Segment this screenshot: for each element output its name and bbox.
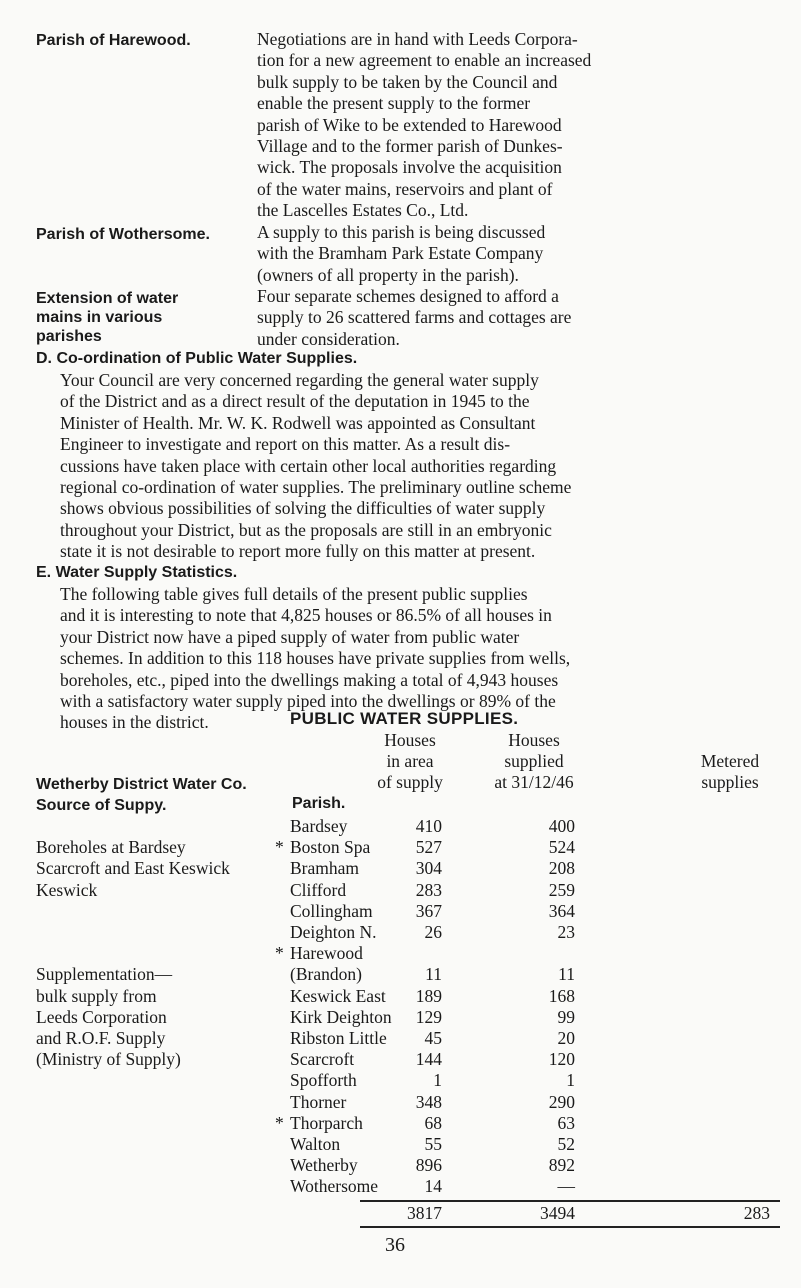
total-area: 3817: [407, 1203, 442, 1223]
total-metered: 283: [743, 1203, 770, 1223]
row-houses-supplied: 524: [548, 837, 575, 858]
table-parish-heading: Parish.: [292, 795, 346, 812]
table-row: [0, 964, 801, 985]
table-row: [0, 837, 801, 858]
table-row: [0, 901, 801, 922]
row-houses-supplied: 892: [548, 1155, 575, 1176]
row-parish: Clifford: [290, 879, 347, 900]
text-line: of the water mains, reservoirs and plant of: [257, 178, 553, 199]
row-houses-supplied: 168: [548, 985, 575, 1006]
table-row: [0, 880, 801, 901]
source-line: Boreholes at Bardsey: [36, 837, 186, 858]
row-parish: Boston Spa: [290, 837, 371, 858]
text-line: regional co-ordination of water supplies. The preliminary outline scheme: [60, 477, 572, 498]
row-houses-supplied: 99: [557, 1006, 575, 1027]
row-houses-area: 1: [433, 1070, 442, 1091]
text-line: of the District and as a direct result of the deputation in 1945 to the: [60, 391, 530, 412]
text-line: state it is not desirable to report more fully on this matter at present.: [60, 541, 536, 562]
total-supplied: 3494: [540, 1203, 575, 1223]
source-line: bulk supply from: [36, 985, 157, 1006]
side-heading-extension: [36, 289, 178, 346]
text-line: with a satisfactory water supply piped into the dwellings or 89% of the: [60, 691, 556, 712]
table-row: [0, 1049, 801, 1070]
text-line: A supply to this parish is being discussed: [257, 222, 546, 242]
text-line: Engineer to investigate and report on this matter. As a result dis-: [60, 434, 511, 455]
table-row: [0, 1092, 801, 1113]
text-line: tion for a new agreement to enable an increased: [257, 50, 592, 71]
total-rule: [360, 1200, 780, 1202]
col-header-metered: [680, 751, 780, 793]
table-source-heading: Source of Suppy.: [36, 797, 167, 814]
row-star: *: [275, 943, 284, 964]
row-houses-area: 527: [415, 837, 442, 858]
table-row: [0, 1134, 801, 1155]
paragraph-harewood: [257, 29, 769, 222]
row-parish: Thorparch: [290, 1112, 363, 1133]
text-line: (owners of all property in the parish).: [257, 264, 519, 285]
text-line: the Lascelles Estates Co., Ltd.: [257, 200, 469, 221]
text-line: Minister of Health. Mr. W. K. Rodwell was appointed as Consultant: [60, 412, 536, 433]
source-line: Leeds Corporation: [36, 1006, 167, 1027]
text-line: supply to 26 scattered farms and cottages are: [257, 307, 572, 328]
row-houses-area: 11: [425, 964, 442, 985]
text-line: Extension of water: [36, 290, 179, 307]
text-line: boreholes, etc., piped into the dwellings making a total of 4,943 houses: [60, 669, 559, 690]
paragraph-wothersome: [257, 222, 769, 286]
text-line: cussions have taken place with certain other local authorities regarding: [60, 455, 557, 476]
row-houses-supplied: 1: [566, 1070, 575, 1091]
row-houses-area: 129: [415, 1006, 442, 1027]
bottom-rule: [360, 1226, 780, 1228]
row-houses-area: 283: [415, 879, 442, 900]
text-line: supplied: [504, 751, 564, 772]
source-line: Supplementation—: [36, 964, 173, 985]
row-houses-area: 410: [415, 816, 442, 836]
row-parish: Thorner: [290, 1091, 347, 1112]
row-parish: Wetherby: [290, 1155, 358, 1176]
text-line: your District now have a piped supply of water from public water: [60, 626, 520, 647]
row-houses-supplied: 120: [548, 1049, 575, 1070]
row-star: *: [275, 1112, 284, 1133]
table-row: [0, 858, 801, 879]
side-heading-wothersome: Parish of Wothersome.: [36, 226, 210, 243]
row-parish: (Brandon): [290, 964, 362, 985]
table-row: [0, 1113, 801, 1134]
table-row: [0, 922, 801, 943]
row-houses-area: 144: [415, 1049, 442, 1070]
table-row: [0, 1176, 801, 1197]
row-houses-area: 348: [415, 1091, 442, 1112]
paragraph-coordination: [36, 370, 769, 563]
row-houses-supplied: 364: [548, 900, 575, 921]
row-houses-area: 304: [415, 858, 442, 879]
text-line: mains in various: [36, 309, 163, 326]
text-line: Houses: [384, 730, 436, 750]
table-row: [0, 1028, 801, 1049]
row-parish: Wothersome: [290, 1176, 379, 1197]
table-row: [0, 816, 801, 837]
side-heading-harewood: Parish of Harewood.: [36, 32, 191, 49]
text-line: houses in the district.: [60, 712, 209, 733]
row-houses-supplied: 400: [548, 816, 575, 836]
row-parish: Walton: [290, 1134, 341, 1154]
text-line: in area: [386, 751, 434, 772]
row-houses-area: 45: [424, 1028, 442, 1048]
table-row: [0, 986, 801, 1007]
row-houses-supplied: 52: [557, 1134, 575, 1154]
row-houses-area: 14: [424, 1176, 442, 1197]
row-houses-area: 896: [415, 1155, 442, 1176]
row-parish: Scarcroft: [290, 1049, 355, 1070]
row-parish: Kirk Deighton: [290, 1006, 392, 1027]
text-line: wick. The proposals involve the acquisition: [257, 157, 562, 178]
row-houses-supplied: 20: [557, 1028, 575, 1048]
row-houses-supplied: 11: [558, 964, 575, 985]
section-heading-statistics: E. Water Supply Statistics.: [36, 564, 238, 581]
row-parish: Spofforth: [290, 1070, 357, 1091]
text-line: bulk supply to be taken by the Council and: [257, 71, 558, 92]
table-row: [0, 1155, 801, 1176]
source-line: (Ministry of Supply): [36, 1049, 181, 1070]
col-header-houses-supplied: [478, 730, 590, 794]
text-line: supplies: [701, 772, 759, 793]
row-houses-area: 189: [415, 985, 442, 1006]
text-line: Four separate schemes designed to afford a: [257, 286, 559, 306]
row-parish: Bramham: [290, 858, 360, 879]
row-houses-area: 68: [424, 1112, 442, 1133]
source-line: Keswick: [36, 879, 98, 900]
text-line: and it is interesting to note that 4,825 houses or 86.5% of all houses in: [60, 605, 552, 626]
row-parish: Collingham: [290, 900, 373, 921]
row-houses-area: 26: [424, 922, 442, 942]
row-star: *: [275, 837, 284, 858]
text-line: shows obvious possibilities of solving the difficulties of water supply: [60, 498, 546, 519]
table-title: PUBLIC WATER SUPPLIES.: [290, 709, 519, 728]
text-line: at 31/12/46: [494, 772, 574, 793]
row-houses-supplied: 23: [557, 922, 575, 942]
row-houses-area: 55: [424, 1134, 442, 1154]
text-line: with the Bramham Park Estate Company: [257, 243, 544, 264]
source-line: and R.O.F. Supply: [36, 1028, 166, 1048]
text-line: Negotiations are in hand with Leeds Corpora-: [257, 29, 578, 49]
text-line: schemes. In addition to this 118 houses have private supplies from wells,: [60, 648, 571, 669]
table-company-heading: Wetherby District Water Co.: [36, 776, 247, 793]
text-line: parish of Wike to be extended to Harewood: [257, 114, 562, 135]
text-line: Your Council are very concerned regarding the general water supply: [60, 370, 539, 390]
row-houses-supplied: —: [557, 1176, 575, 1197]
table-row: [0, 1070, 801, 1091]
page-number: 36: [385, 1234, 405, 1256]
section-heading-coordination: D. Co-ordination of Public Water Supplies.: [36, 350, 358, 367]
row-parish: Harewood: [290, 943, 363, 964]
row-parish: Ribston Little: [290, 1028, 387, 1048]
row-houses-supplied: 259: [548, 879, 575, 900]
row-parish: Bardsey: [290, 816, 348, 836]
row-houses-supplied: 208: [548, 858, 575, 879]
text-line: enable the present supply to the former: [257, 93, 531, 114]
text-line: of supply: [377, 772, 443, 793]
source-line: Scarcroft and East Keswick: [36, 858, 230, 879]
text-line: Village and to the former parish of Dunkes-: [257, 136, 563, 157]
table-row: [0, 1007, 801, 1028]
paragraph-extension: [257, 286, 769, 350]
text-line: throughout your District, but as the proposals are still in an embryonic: [60, 519, 552, 540]
row-houses-supplied: 63: [557, 1112, 575, 1133]
text-line: parishes: [36, 328, 102, 345]
text-line: The following table gives full details of the present public supplies: [60, 584, 528, 604]
row-parish: Deighton N.: [290, 922, 377, 942]
text-line: Metered: [700, 751, 760, 771]
col-header-houses-area: [360, 730, 460, 794]
row-houses-area: 367: [415, 900, 442, 921]
row-houses-supplied: 290: [548, 1091, 575, 1112]
row-parish: Keswick East: [290, 985, 386, 1006]
text-line: under consideration.: [257, 328, 400, 349]
text-line: Houses: [508, 730, 560, 750]
table-row: [0, 943, 801, 964]
